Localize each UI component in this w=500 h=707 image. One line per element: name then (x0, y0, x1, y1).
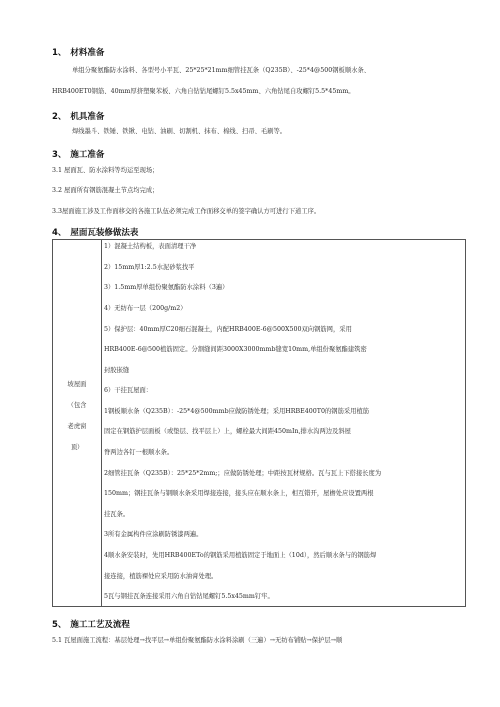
prep-item-2: 3.2 屋面所有钢筋混凝土节点均完成； (52, 187, 159, 194)
table-row: 4顺水条安装时，先用HRB400ETo的钢筋采用植筋固定于地面上（10d），然后顺水条与的钢筋焊 (104, 552, 377, 559)
roof-type-cell (53, 240, 102, 607)
table-row: 4）无纺布一层（200g/m2） (104, 305, 187, 312)
section-heading-table: 4、 屋面瓦装修做法表 (52, 228, 139, 238)
table-row: 3）1.5mm厚单组份聚氨酯防水涂料（3遍） (104, 284, 229, 291)
section-heading-prep: 3、 施工准备 (52, 150, 105, 160)
table-row: 固定在钢筋护层面板（或垫层、找平层上）上，螺栓最大间距450mIn,排水沟两边及斜屋 (104, 428, 351, 435)
table-row: 1钢板顺水条（Q235B）：-25*4@500mmb应做防锈处理；采用HRBE400T0的钢筋采用植筋 (104, 408, 370, 415)
table-row: 5瓦与钢挂瓦条连接采用六角自钻钻尾螺钉5.5x45mm钉牢。 (104, 593, 274, 600)
table-row: 接连接，植筋裸处应采用防水油膏处理。 (104, 573, 218, 580)
table-row: 5）保护层：40mm厚C20细石混凝土，内配HRB400E-6@500X500双向钢筋网，采用 (104, 326, 352, 333)
section-heading-process: 5、 施工工艺及流程 (52, 620, 130, 630)
table-row: 3所有金属构件应涂刷防锈漆两遍。 (104, 531, 203, 538)
table-row: HRB400E-6@500植筋固定。分割缝间距3000X3000mmb缝宽10mm,单组份聚氨酯建筑密 (104, 346, 367, 353)
table-row: 挂瓦条。 (104, 511, 130, 518)
table-row: 1）混凝土结构板，表面清理干净 (104, 243, 197, 250)
measures-cell (102, 240, 466, 607)
materials-line-2: HRB400ET0钢筋、40mm厚挤塑聚苯板、六角自钻钻尾螺钉5.5x45mm、六角钻尾自攻螺钉5.5*45mm。 (52, 88, 355, 95)
section-heading-materials: 1、 材料准备 (52, 48, 105, 58)
roof-type-label: 坡屋面 （包含 老虎窗 顶） (67, 381, 87, 451)
table-row: 脊两边各钉一根顺水条。 (104, 449, 174, 456)
process-line-1: 5.1 瓦屋面施工流程：基层处理→找平层→单组份聚氨酯防水涂料涂刷（三遍）→无纺布铺贴→保护层→顺 (52, 637, 343, 644)
table-row: 2细管挂瓦条（Q235B）：25*25*2mm;；应做防锈处理；中距按瓦材规格。瓦与瓦上下搭接长度为 (104, 470, 382, 477)
prep-item-1: 3.1 屋面瓦、防水涂料等均运至现场； (52, 167, 159, 174)
materials-line-1: 单组分聚氨酯防水涂料、各型号小平瓦、25*25*21mm细管挂瓦条（Q235B）、-25*4@500钢板顺水条、 (72, 67, 371, 74)
table-row: 2）15mm厚1:2.5水泥砂浆找平 (104, 264, 195, 271)
table-row: 6）干挂瓦屋面： (104, 387, 153, 394)
section-heading-tools: 2、 机具准备 (52, 112, 105, 122)
tools-line-1: 焊线墨斗、铁锤、铁锹、电钻、油刷、切割机、抹布、棉线、扫帚、毛刷等。 (72, 128, 287, 135)
roof-tile-measures-table (52, 239, 466, 607)
prep-item-3: 3.3屋面施工涉及工作面移交的各施工队伍必须完成工作面移交单的签字确认方可进行下道工序。 (52, 208, 321, 215)
table-row: 封胶嵌缝 (104, 367, 130, 374)
table-row: 150mm；钢挂瓦条与钢顺水条采用焊接连接，接头应在顺水条上，相互错开，屋檐处应设置两根 (104, 490, 374, 497)
